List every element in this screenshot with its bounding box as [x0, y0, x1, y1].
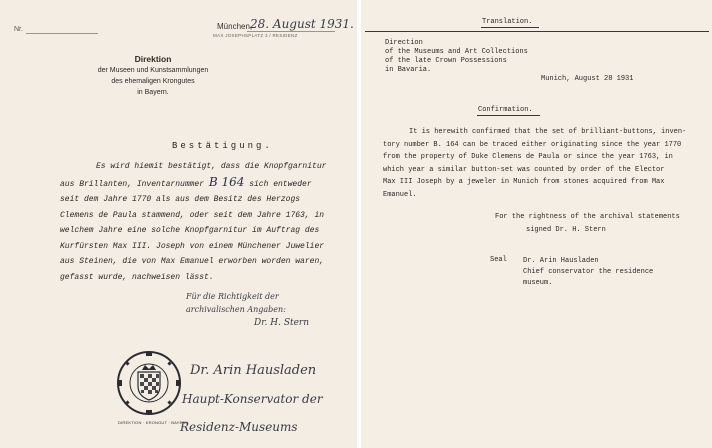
letter-address: MAX JOSEPHSPLATZ 3 / RESIDENZ — [213, 33, 298, 38]
letter-line: seit dem Jahre 1770 als aus dem Besitz des Herzogs — [60, 195, 301, 204]
org-title: Direktion — [134, 54, 172, 64]
body-line: Max III Joseph by a jeweler in Munich from stones acquired from Max — [383, 178, 665, 186]
letter-line: Kurfürsten Max III. Joseph von einem Münchener Juwelier — [60, 241, 325, 251]
hausladen-signature: Dr. Arin Hausladen — [190, 363, 317, 378]
letter-body — [60, 159, 352, 285]
signed-line: signed Dr. H. Stern — [526, 226, 606, 234]
date-line — [247, 31, 335, 32]
header-line: of the Museums and Art Collections — [385, 48, 528, 56]
letter-line — [60, 175, 352, 193]
stern-signature: Dr. H. Stern — [254, 318, 310, 328]
letter-line: welchem Jahre eine solche Knopfgarnitur im Auftrag des — [60, 226, 320, 235]
body-line: It is herewith confirmed that the set of brilliant-buttons, inven- — [409, 128, 687, 136]
org-line: des ehemaligen Krongutes — [111, 78, 195, 85]
nr-label: Nr. — [14, 26, 23, 33]
translation-body — [383, 126, 708, 201]
arin-line: Dr. Arin Hausladen — [523, 257, 599, 265]
handwritten-note — [186, 290, 286, 316]
stamp-text: DIREKTION · KRONGUT · BAYERN — [118, 420, 189, 425]
body-line: which year a similar button-set was counted by order of the Elector — [383, 165, 665, 174]
header-line: Direction — [385, 39, 423, 47]
letter-line-part: aus Brillanten, Inventarnummer — [60, 179, 205, 189]
translation-header — [385, 39, 625, 75]
org-line: der Museen und Kunstsammlungen — [97, 67, 209, 74]
org-letterhead — [60, 54, 246, 98]
for-line: For the rightness of the archival statements — [495, 213, 680, 221]
body-line: tory number B. 164 can be traced either originating since the year 1770 — [383, 140, 682, 149]
confirmation-underline — [477, 115, 540, 116]
note-line: archivalischen Angaben: — [186, 305, 286, 314]
body-line: Emanuel. — [383, 190, 417, 199]
handwritten-title: Haupt-Konservator der — [182, 392, 323, 406]
nr-line — [26, 33, 98, 34]
letter-line-part: sich entweder — [249, 179, 312, 189]
translation-title: Translation. — [482, 18, 533, 26]
note-line: Für die Richtigkeit der — [186, 292, 279, 301]
letter-line: gefasst wurde, nachweisen lässt. — [60, 272, 214, 282]
arin-block — [523, 256, 653, 289]
translation-date: Munich, August 28 1931 — [541, 75, 634, 83]
header-line: in Bavaria. — [385, 66, 432, 74]
seal-stamp — [116, 350, 182, 416]
letter-line: aus Steinen, die von Max Emanuel erworben worden waren, — [60, 257, 325, 266]
letter-line: Es wird hiemit bestätigt, dass die Knopfgarnitur — [96, 162, 327, 171]
letter-heading: Bestätigung. — [172, 141, 273, 151]
inventory-number: B 164 — [208, 174, 245, 189]
arin-line: Chief conservator the residence — [523, 268, 654, 276]
confirmation-title: Confirmation. — [478, 106, 533, 114]
title-underline — [481, 27, 539, 28]
letter-date: 28. August 1931. — [250, 17, 354, 31]
arin-line: museum. — [523, 279, 553, 287]
org-line: in Bayern. — [137, 89, 169, 96]
letter-place: München, — [217, 22, 253, 31]
seal-label: Seal — [490, 256, 507, 264]
header-line: of the late Crown Possessions — [385, 57, 507, 65]
header-rule — [365, 31, 709, 32]
body-line: from the property of Duke Clemens de Paula or since the year 1763, in — [383, 153, 673, 161]
handwritten-title: Residenz-Museums — [180, 420, 298, 434]
letter-line: Clemens de Paula stammend, oder seit dem Jahre 1763, in — [60, 210, 325, 220]
